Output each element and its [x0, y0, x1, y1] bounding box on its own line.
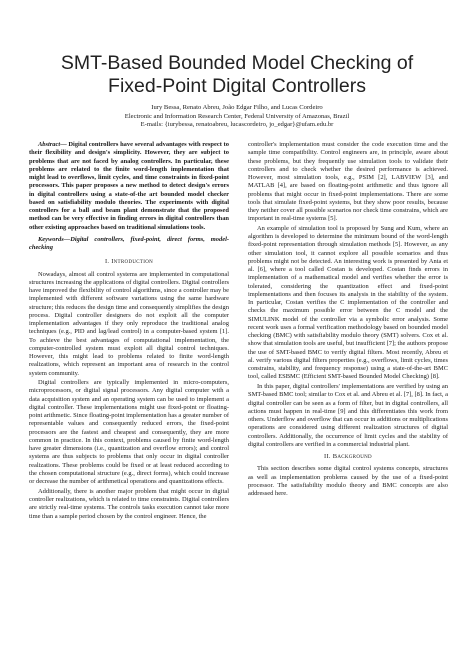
- paragraph: Nowadays, almost all control systems are implemented in computational structures increasing the applications of digital controllers. Digital controllers have improved the flexibility of control algorithms, since a controller may be implemented with different software variations using the same hardware structure; this reduces the design time and consequently simplifies the design process. Digital controller designers do not exploit all the computer implementation advantages if they only reproduce the traditional analog techniques (e.g., PID and lag/lead control) in a computer-based system [1]. To achieve the best advantages of computational implementation, the computer-controlled system must exploit all digital control techniques. However, this might lead to problems related to finite word-length realizations, which represent an important area of research in the control system community.: [29, 270, 229, 377]
- emails: E-mails: {iurybessa, renatoabreu, lucascordeiro, jo_edgar}@ufam.edu.br: [140, 121, 334, 129]
- title-line-2: Fixed-Point Digital Controllers: [108, 75, 366, 97]
- paragraph: An example of simulation tool is proposed by Sung and Kum, where an algorithm is developed to determine the minimum bound of the word-length fixed-point representation through simulation methods [5]. However, as any other simulation tool, it cannot explore all possible scenarios and thus problems might not be detected. An interesting work is presented by Anta et al. [6], where a tool called Costan is developed. Costan finds errors in implementation of a mathematical model and verifies whether the error is tolerated, considering the quantization effect and fixed-point implementations and then focuses its analysis in the stability of the system. In particular, Costan verifies the C implementation of the controller and checks the maximum possible error between the C model and the SIMULINK model of the controller via a symbolic error analysis. Some recent work uses a formal verification methodology based on bounded model checking (BMC) with satisfiability modulo theory (SMT) solvers. Cox et al. show that simulation tools are useful, but insufficient [7]; the authors propose the use of SMT-based BMC to verify digital filters. Most recently, Abreu et al. verify various digital filters properties (e.g., overflows, limit cycles, times constrains, stability, and frequency response) using a state-of-the-art BMC tool, called ESBMC (Efficient SMT-based Bounded Model Checking) [8].: [248, 224, 448, 381]
- right-column: [248, 141, 448, 500]
- keywords-lead: Keywords: [38, 235, 64, 243]
- affiliation: Electronic and Information Research Center, Federal University of Amazonas, Brazil: [124, 112, 350, 120]
- keywords-text: —Digital controllers, fixed-point, direct forms, model-checking: [29, 235, 229, 251]
- title-line-1: SMT-Based Bounded Model Checking of: [60, 52, 414, 74]
- paragraph: Additionally, there is another major problem that might occur in digital controller realizations, which is related to time constraints. Digital controllers are strictly real-time systems. The controls tasks execution cannot take more time than a sample period chosen by the control engineer. Hence, the: [29, 487, 229, 520]
- paragraph: This section describes some digital control systems concepts, structures as well as implementation problems caused by the use of a fixed-point processor. The satisfiability modulo theory and BMC concepts are also addressed here.: [248, 465, 448, 498]
- abstract-text: — Digital controllers have several advantages with respect to their flexibility and design's simplicity. However, they are subject to problems that are not faced by analog controllers. In particular, these problems are related to the finite word-length implementation that might lead to overflows, limit cycles, and time constraints in fixed-point processors. This paper proposes a new method to detect design's errors in digital controllers using a state-of-the art bounded model checker based on satisfiability modulo theories. The experiments with digital controllers for a ball and beam plant demonstrate that the proposed method can be very effective in finding errors in digital controllers than other existing approaches based on traditional simulations tools.: [29, 141, 229, 231]
- author-block: [30, 104, 444, 130]
- paper-title: [36, 52, 438, 98]
- paragraph: controller's implementation must consider the code execution time and the sample time compatibility. Control engineers are, in principle, aware about these problems, but they frequently use simulation tools to validate their controllers and to check whether the desired performance is achieved. However, most simulation tools, e.g., PSIM [2], LABVIEW [3], and MATLAB [4], are based on floating-point arithmetic and thus ignore all problems that might occur in fixed-point implementations. There are some tools that simulate fixed-point systems, but they show poor results, because they neither cover all possible scenarios nor check time constrains, which are important in real-time systems [5].: [248, 141, 448, 223]
- section-heading-introduction: I. Introduction: [104, 258, 154, 266]
- left-column: [29, 141, 229, 522]
- section-heading-background: II. Background: [324, 453, 372, 461]
- paragraph: In this paper, digital controllers' implementations are verified by using an SMT-based BMC tool; similar to Cox et al. and Abreu et al. [7], [8]. In fact, a digital controller can be seen as a form of filter, but in digital controllers, all actions must happen in real-time [9] and this differentiates this work from others. Underflow and overflow that can occur in additions or multiplications operations are considered using different realization structures of digital controllers. Additionally, the occurrence of limit cycles and the stability of digital controllers are verified in a commercial industrial plant.: [248, 383, 448, 448]
- paragraph: Digital controllers are typically implemented in micro-computers, microprocessors, or digital signal processors. Any digital computer with a data acquisition system and an operating system can be used to implement a digital controller. These implementations might use fixed-point or floating-point arithmetic. Since floating-point implementation has a greater number of representable values and consequently reduced errors, the fixed-point processors are the fastest and cheapest and consequently, they are more common in practice. In this context, problems caused by finite word-length have greater dimensions (i.e., quantization and overflow errors); and control systems are thus subjects to problems that only occur in digital controller realizations. These problems could be fixed or at least reduced according to the chosen computational structure (e.g., direct forms), which could increase or decrease the number of arithmetical operations and quantizations effects.: [29, 379, 229, 486]
- abstract: [29, 141, 229, 232]
- keywords: [29, 236, 229, 253]
- abstract-lead: Abstract: [38, 141, 61, 148]
- author-names: Iury Bessa, Renato Abreu, João Edgar Filho, and Lucas Cordeiro: [151, 104, 323, 111]
